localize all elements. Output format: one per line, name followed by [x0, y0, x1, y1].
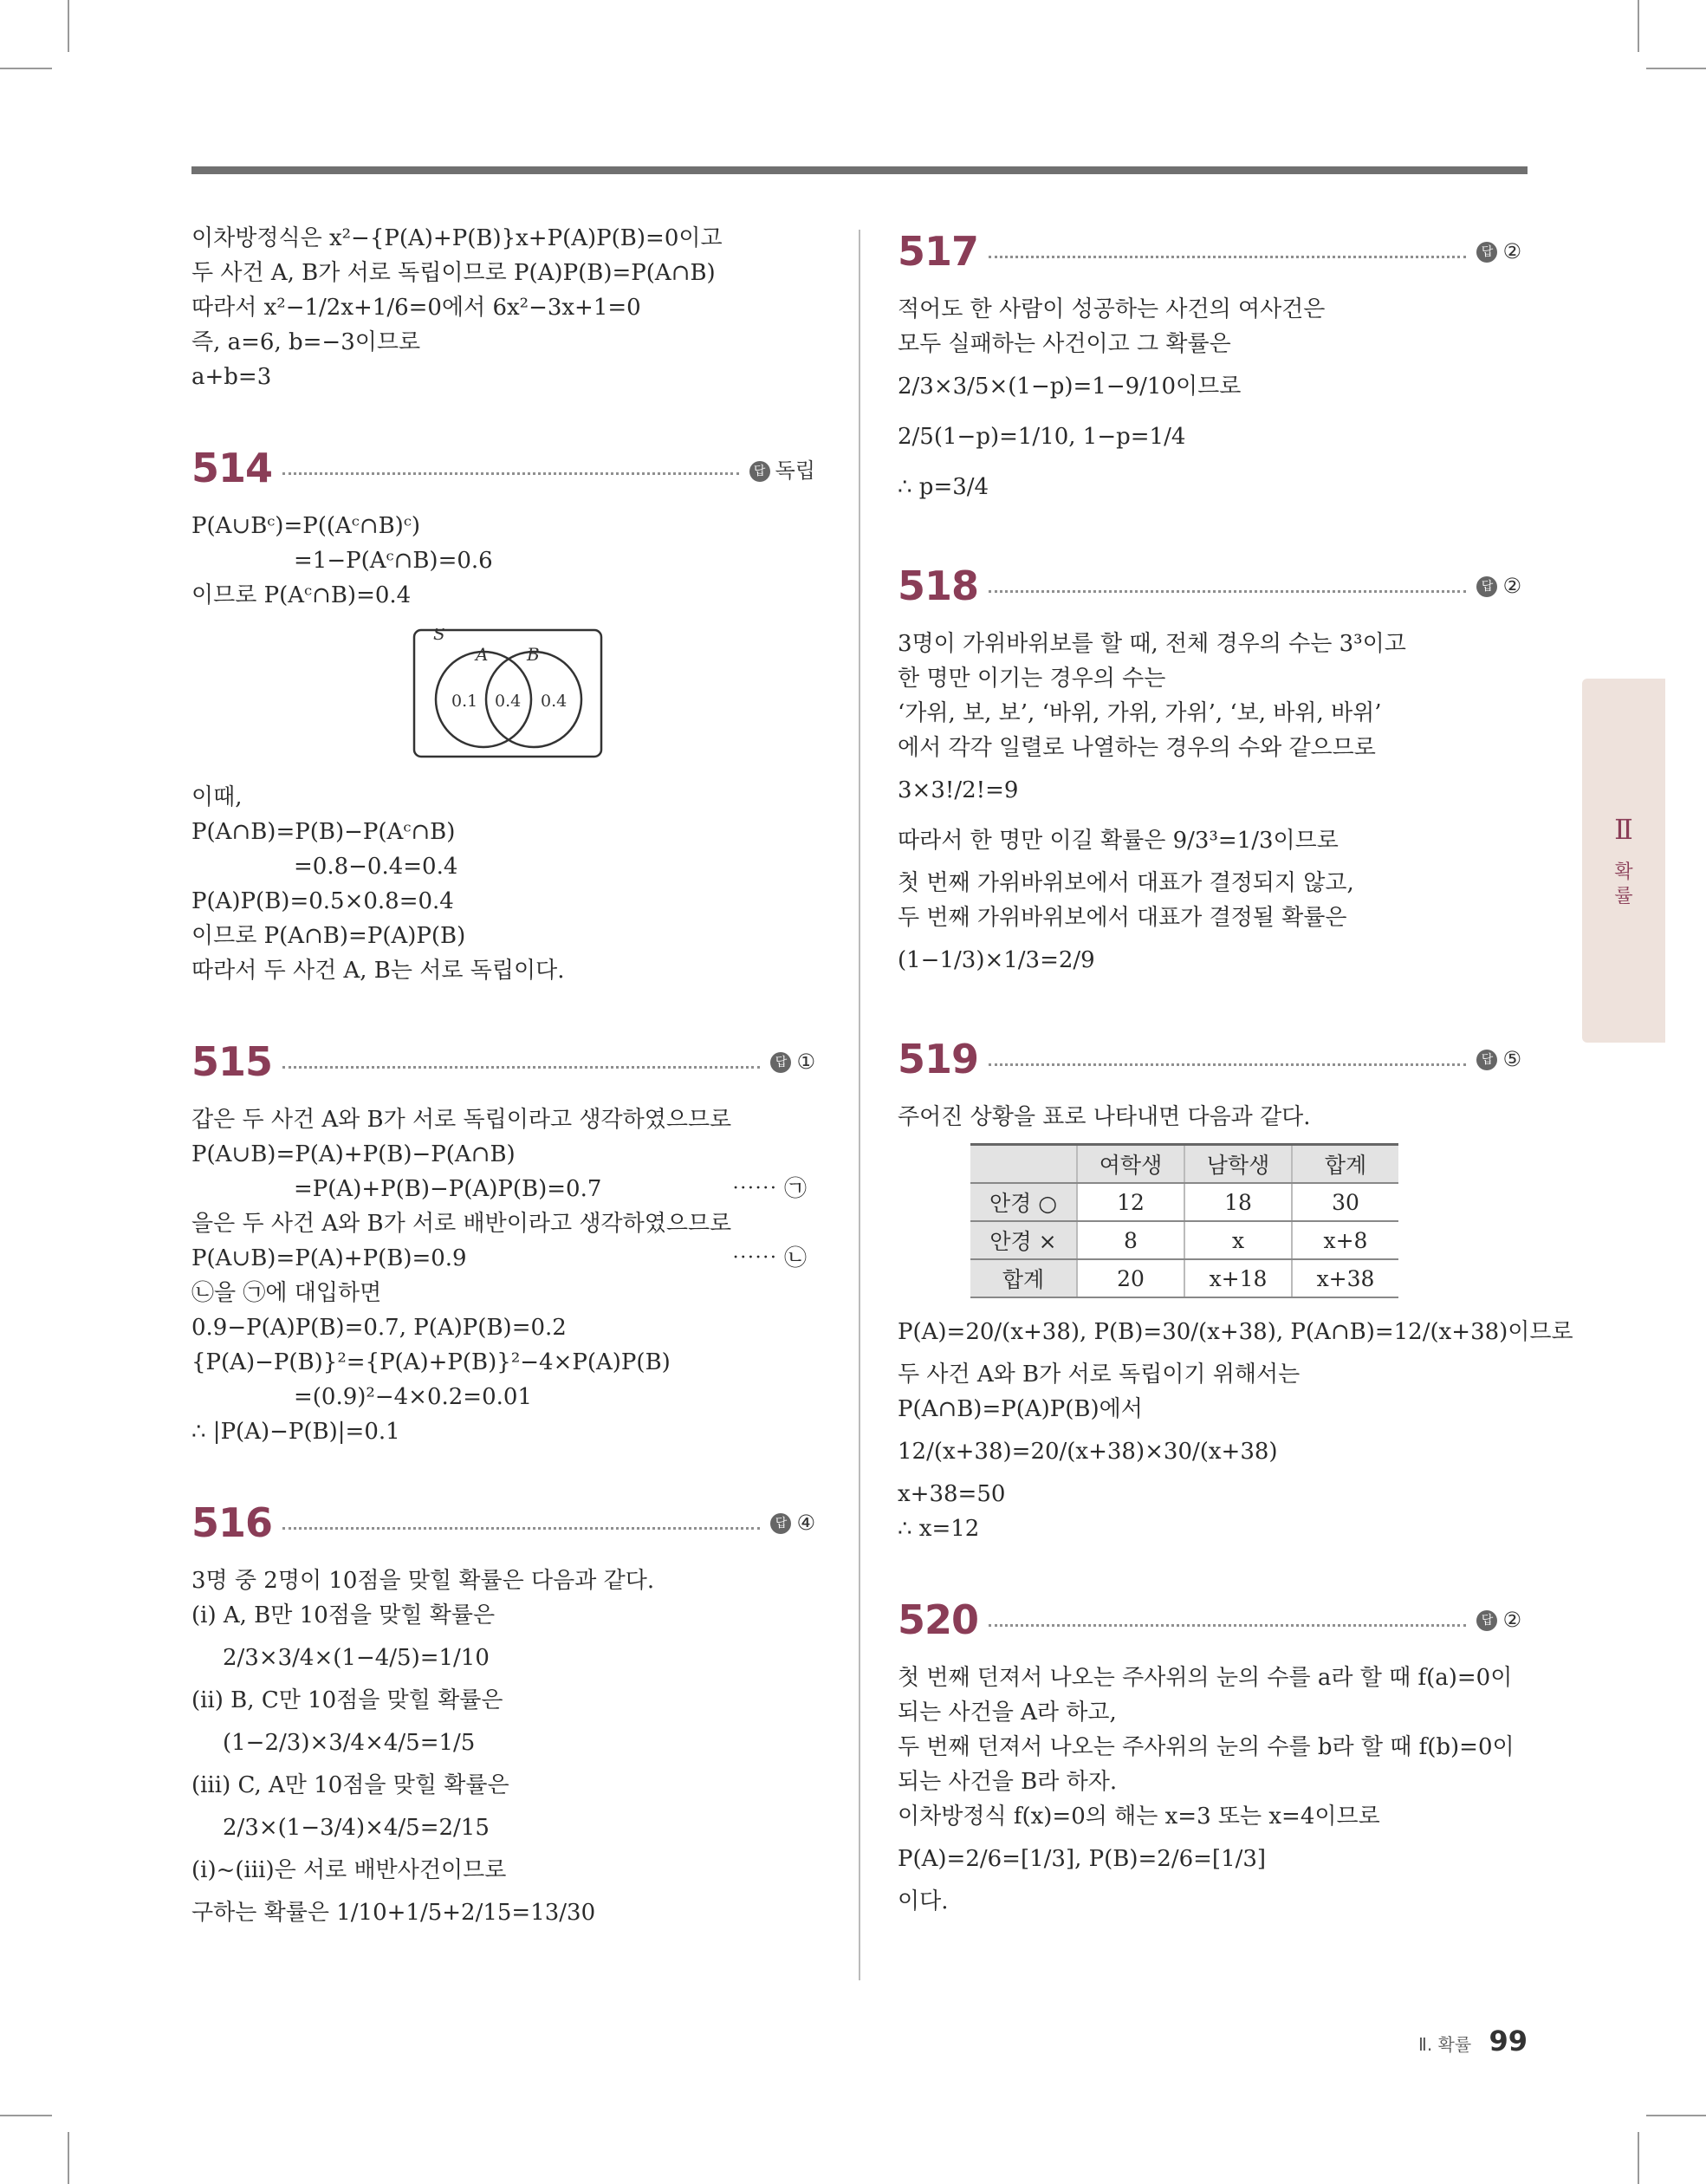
crop-mark [1638, 0, 1639, 52]
solution-line: 두 번째 가위바위보에서 대표가 결정될 확률은 [898, 905, 1347, 931]
solution-line: 즉, a=6, b=−3이므로 [191, 329, 421, 355]
solution-line: ∴ p=3/4 [898, 474, 989, 500]
solution-line [191, 1241, 815, 1276]
solution-line: P(A∩B)=P(A)P(B)에서 [898, 1396, 1143, 1422]
venn-value-a-only: 0.1 [451, 692, 478, 711]
solution-line: 첫 번째 가위바위보에서 대표가 결정되지 않고, [898, 870, 1354, 896]
problem-518 [898, 556, 1521, 985]
problem-516 [191, 1492, 815, 1938]
crop-mark [1646, 68, 1706, 69]
table-cell: x+18 [1184, 1259, 1292, 1297]
chapter-number: Ⅱ [1614, 813, 1633, 846]
chapter-side-tab [1582, 679, 1665, 1043]
table-cell: 8 [1077, 1221, 1184, 1259]
leader-dots [989, 590, 1466, 593]
leader-dots [989, 1624, 1466, 1627]
solution-line: a+b=3 [191, 364, 272, 390]
solution-line: 두 사건 A, B가 서로 독립이므로 P(A)P(B)=P(A∩B) [191, 260, 716, 286]
answer-label [1476, 1047, 1521, 1071]
problem-515 [191, 1031, 815, 1449]
table-row-header: 안경 × [970, 1221, 1077, 1259]
solution-line: ∴ |P(A)−P(B)|=0.1 [191, 1419, 400, 1445]
equation-marker: ⋯⋯ ㉡ [731, 1245, 807, 1271]
solution-line: 이다. [898, 1888, 949, 1914]
problem-number: 514 [191, 445, 273, 491]
solution-line: 따라서 두 사건 A, B는 서로 독립이다. [191, 958, 565, 984]
problem-number: 515 [191, 1038, 273, 1085]
right-column [898, 221, 1573, 1919]
table-row-header: 합계 [970, 1259, 1077, 1297]
footer-section: Ⅱ. 확률 [1418, 2034, 1472, 2055]
leader-dots [282, 1527, 760, 1530]
problem-header [191, 438, 815, 498]
answer-badge-icon: 답 [1476, 1610, 1497, 1631]
solution-line: P(A∪Bᶜ)=P((Aᶜ∩B)ᶜ) [191, 513, 420, 539]
table-cell: x [1184, 1221, 1292, 1259]
solution-line: 되는 사건을 A라 하고, [898, 1700, 1117, 1726]
solution-line: 이차방정식은 x²−{P(A)+P(B)}x+P(A)P(B)=0이고 [191, 225, 723, 251]
venn-value-intersection: 0.4 [495, 692, 522, 711]
equation-text: =P(A)+P(B)−P(A)P(B)=0.7 [294, 1176, 602, 1202]
table-cell: 12 [1077, 1183, 1184, 1221]
table-header-cell: 합계 [1292, 1145, 1398, 1184]
solution-line: 이므로 P(Aᶜ∩B)=0.4 [191, 582, 412, 608]
solution-line: (ⅲ) C, A만 10점을 맞힐 확률은 [191, 1772, 509, 1798]
solution-line: 2/5(1−p)=1/10, 1−p=1/4 [898, 424, 1186, 450]
solution-line: (1−2/3)×3/4×4/5=1/5 [223, 1730, 476, 1756]
answer-value: ① [796, 1050, 815, 1074]
crop-mark [68, 2132, 69, 2184]
equation-marker: ⋯⋯ ㉠ [731, 1176, 807, 1202]
table-cell: x+38 [1292, 1259, 1398, 1297]
answer-label [1476, 574, 1521, 598]
answer-label [770, 1511, 815, 1535]
problem-number: 516 [191, 1499, 273, 1546]
answer-label [749, 453, 815, 484]
solution-line: 3×3!/2!=9 [898, 777, 1019, 803]
solution-line: 3명이 가위바위보를 할 때, 전체 경우의 수는 3³이고 [898, 631, 1406, 657]
table-row [970, 1183, 1398, 1221]
table-cell: x+8 [1292, 1221, 1398, 1259]
solution-line: 갑은 두 사건 A와 B가 서로 독립이라고 생각하였으므로 [191, 1107, 732, 1133]
leader-dots [989, 1063, 1466, 1066]
solution-line: 모두 실패하는 사건이고 그 확률은 [898, 331, 1231, 357]
venn-label-s: S [433, 628, 445, 644]
problem-number: 519 [898, 1036, 979, 1082]
solution-line: ㉡을 ㉠에 대입하면 [191, 1280, 382, 1306]
left-column [191, 221, 815, 1938]
venn-label-b: B [527, 644, 540, 665]
venn-diagram [412, 628, 603, 758]
table-row [970, 1259, 1398, 1297]
problem-header [898, 1029, 1521, 1089]
solution-line: ∴ x=12 [898, 1516, 980, 1542]
problem-header [898, 1589, 1521, 1650]
page-footer [1418, 2025, 1528, 2057]
page-number: 99 [1489, 2025, 1528, 2057]
solution-line: 을은 두 사건 A와 B가 서로 배반이라고 생각하였으므로 [191, 1211, 732, 1237]
solution-line: (ⅱ) B, C만 10점을 맞힐 확률은 [191, 1687, 503, 1713]
answer-badge-icon: 답 [1476, 1050, 1497, 1070]
solution-line: (ⅰ) A, B만 10점을 맞힐 확률은 [191, 1602, 496, 1628]
column-divider [859, 230, 860, 1980]
solution-line: 2/3×3/5×(1−p)=1−9/10이므로 [898, 374, 1242, 400]
table-header-cell: 여학생 [1077, 1145, 1184, 1184]
table-row-header: 안경 ○ [970, 1183, 1077, 1221]
solution-line: 이차방정식 f(x)=0의 해는 x=3 또는 x=4이므로 [898, 1804, 1380, 1830]
solution-line: 에서 각각 일렬로 나열하는 경우의 수와 같으므로 [898, 735, 1376, 761]
answer-value: ⑤ [1502, 1047, 1521, 1071]
solution-line: {P(A)−P(B)}²={P(A)+P(B)}²−4×P(A)P(B) [191, 1349, 671, 1375]
solution-line: =(0.9)²−4×0.2=0.01 [294, 1384, 532, 1410]
solution-line: =0.8−0.4=0.4 [294, 854, 458, 880]
answer-value: ② [1502, 574, 1521, 598]
problem-header [898, 221, 1521, 282]
problem-514 [191, 438, 815, 988]
intro-solution [191, 221, 815, 394]
header-rule [191, 166, 1528, 174]
problem-header [898, 556, 1521, 616]
solution-line: P(A)P(B)=0.5×0.8=0.4 [191, 888, 454, 914]
solution-line: P(A∩B)=P(B)−P(Aᶜ∩B) [191, 819, 456, 845]
solution-line: 주어진 상황을 표로 나타내면 다음과 같다. [898, 1104, 1311, 1130]
venn-value-b-only: 0.4 [541, 692, 568, 711]
crop-mark [68, 0, 69, 52]
problem-header [191, 1031, 815, 1092]
table-header-cell [970, 1145, 1077, 1184]
solution-line: 두 사건 A와 B가 서로 독립이기 위해서는 [898, 1362, 1301, 1388]
solution-line: 2/3×(1−3/4)×4/5=2/15 [223, 1815, 490, 1841]
solution-line: =1−P(Aᶜ∩B)=0.6 [294, 548, 493, 574]
equation-text: P(A∪B)=P(A)+P(B)=0.9 [191, 1245, 467, 1271]
problem-519 [898, 1029, 1573, 1546]
crop-mark [0, 2115, 52, 2116]
solution-line: 이때, [191, 784, 243, 810]
venn-label-a: A [476, 644, 489, 665]
solution-line: 이므로 P(A∩B)=P(A)P(B) [191, 923, 466, 949]
problem-520 [898, 1589, 1521, 1919]
table-cell: 20 [1077, 1259, 1184, 1297]
solution-line: 한 명만 이기는 경우의 수는 [898, 666, 1166, 692]
table-header-cell: 남학생 [1184, 1145, 1292, 1184]
chapter-title [1582, 861, 1665, 909]
answer-badge-icon: 답 [749, 461, 770, 482]
chapter-title-char: 률 [1614, 886, 1633, 907]
answer-badge-icon: 답 [1476, 242, 1497, 263]
solution-line: 12/(x+38)=20/(x+38)×30/(x+38) [898, 1439, 1278, 1465]
solution-line: P(A)=20/(x+38), P(B)=30/(x+38), P(A∩B)=12/(x+38)이므로 [898, 1319, 1573, 1345]
crop-mark [1646, 2115, 1706, 2116]
answer-value: ④ [796, 1511, 815, 1535]
solution-line: 첫 번째 던져서 나오는 주사위의 눈의 수를 a라 할 때 f(a)=0이 [898, 1665, 1513, 1691]
answer-label [1476, 1608, 1521, 1632]
solution-line: 적어도 한 사람이 성공하는 사건의 여사건은 [898, 296, 1326, 322]
solution-line: P(A∪B)=P(A)+P(B)−P(A∩B) [191, 1141, 516, 1167]
solution-line: (1−1/3)×1/3=2/9 [898, 947, 1095, 973]
problem-number: 518 [898, 562, 979, 609]
contingency-table [970, 1143, 1398, 1298]
solution-line: P(A)=2/6=[1/3], P(B)=2/6=[1/3] [898, 1846, 1267, 1872]
solution-line: 따라서 x²−1/2x+1/6=0에서 6x²−3x+1=0 [191, 295, 641, 321]
answer-badge-icon: 답 [770, 1513, 791, 1534]
answer-value: 독립 [775, 458, 815, 483]
problem-517 [898, 221, 1521, 512]
answer-badge-icon: 답 [1476, 576, 1497, 597]
problem-header [191, 1492, 815, 1553]
solution-line: x+38=50 [898, 1481, 1006, 1507]
chapter-title-char: 확 [1614, 861, 1633, 883]
solution-line: (ⅰ)~(ⅲ)은 서로 배반사건이므로 [191, 1857, 507, 1883]
solution-line: 되는 사건을 B라 하자. [898, 1769, 1118, 1795]
solution-line: 두 번째 던져서 나오는 주사위의 눈의 수를 b라 할 때 f(b)=0이 [898, 1734, 1515, 1760]
answer-value: ② [1502, 1608, 1521, 1632]
answer-label [1476, 239, 1521, 263]
solution-line: 따라서 한 명만 이길 확률은 9/3³=1/3이므로 [898, 828, 1339, 854]
answer-label [770, 1050, 815, 1074]
solution-line: ‘가위, 보, 보’, ‘바위, 가위, 가위’, ‘보, 바위, 바위’ [898, 700, 1382, 726]
solution-line: 0.9−P(A)P(B)=0.7, P(A)P(B)=0.2 [191, 1315, 567, 1341]
answer-value: ② [1502, 239, 1521, 263]
problem-number: 517 [898, 228, 979, 275]
solution-line: 구하는 확률은 1/10+1/5+2/15=13/30 [191, 1900, 596, 1926]
solution-line: 3명 중 2명이 10점을 맞힐 확률은 다음과 같다. [191, 1568, 655, 1594]
solution-line: 2/3×3/4×(1−4/5)=1/10 [223, 1645, 490, 1671]
crop-mark [1638, 2132, 1639, 2184]
table-cell: 18 [1184, 1183, 1292, 1221]
crop-mark [0, 68, 52, 69]
solution-line [191, 1172, 815, 1206]
leader-dots [282, 472, 739, 475]
table-header-row [970, 1145, 1398, 1184]
leader-dots [282, 1066, 760, 1069]
leader-dots [989, 256, 1466, 258]
table-cell: 30 [1292, 1183, 1398, 1221]
answer-badge-icon: 답 [770, 1052, 791, 1073]
problem-number: 520 [898, 1596, 979, 1643]
table-row [970, 1221, 1398, 1259]
